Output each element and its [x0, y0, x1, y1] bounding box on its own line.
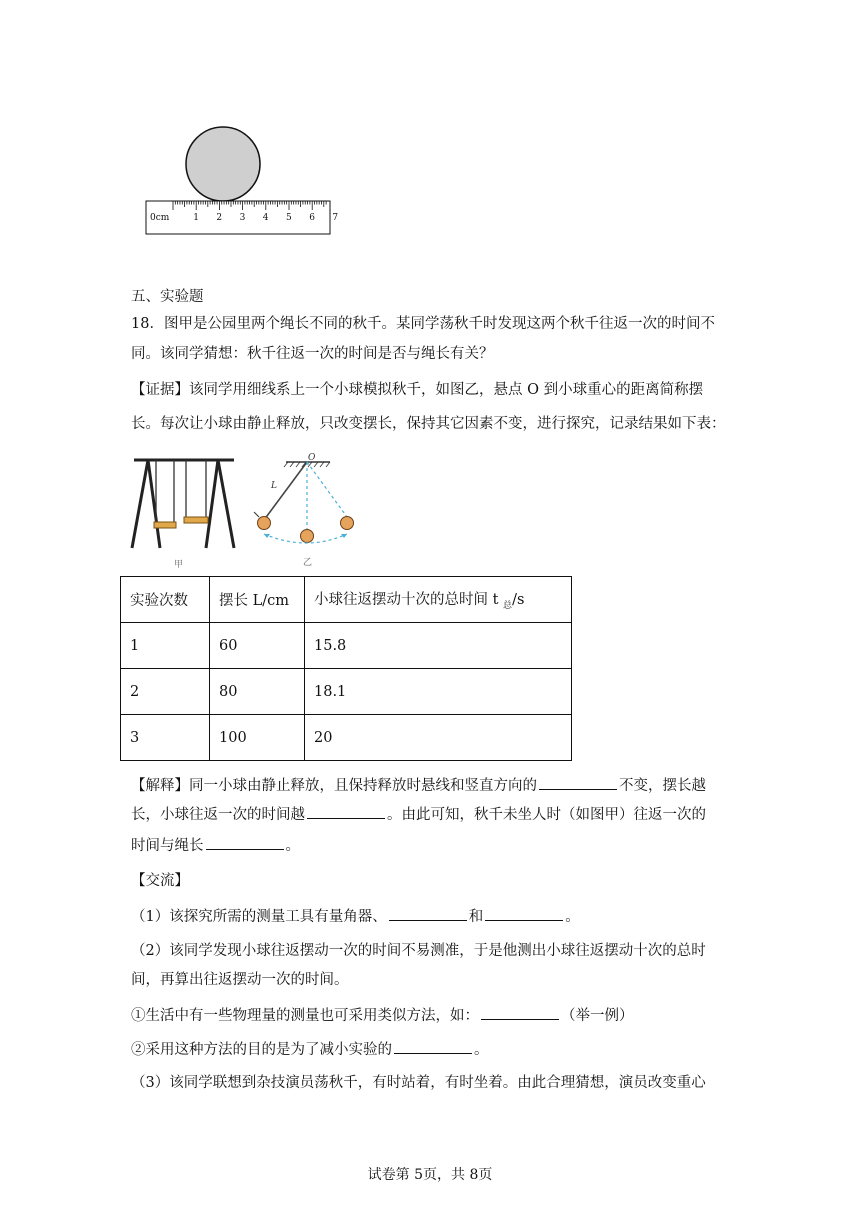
answer-blank-1[interactable] — [539, 775, 617, 790]
circle-object — [186, 127, 260, 201]
page-footer: 试卷第 5页，共 8页 — [367, 1167, 493, 1183]
ruler-body — [146, 201, 330, 234]
ruler-tick-label: 6 — [309, 213, 315, 223]
ruler-tick-label: 2 — [216, 213, 223, 223]
cell-trial-3: 3 — [121, 715, 210, 761]
label-yi: 乙 — [303, 558, 313, 568]
exchange-q2-2: ②采用这种方法的目的是为了减小实验的 。 — [131, 1039, 489, 1060]
cell-trial-1: 1 — [121, 623, 210, 669]
exchange-q2-line-1: （2）该同学发现小球往返摆动一次的时间不易测准，于是他测出小球往返摆动十次的总时 — [131, 943, 706, 959]
ruler-tick-label: 5 — [286, 213, 292, 223]
answer-blank-7[interactable] — [394, 1039, 472, 1054]
cell-time-3: 20 — [305, 715, 572, 761]
ruler-figure — [140, 125, 339, 240]
table-row — [121, 669, 572, 715]
swing-figure — [128, 452, 240, 572]
cell-time-1: 15.8 — [305, 623, 572, 669]
explain-line-1: 【解释】同一小球由静止释放，且保持释放时悬线和竖直方向的 不变，摆长越 — [131, 775, 706, 796]
table-row — [121, 715, 572, 761]
answer-blank-6[interactable] — [481, 1005, 559, 1020]
table-row — [121, 623, 572, 669]
ruler-tick-label: 7 — [332, 213, 339, 223]
header-trial: 实验次数 — [121, 577, 210, 623]
cell-length-1: 60 — [210, 623, 305, 669]
label-L: L — [271, 481, 277, 491]
answer-blank-3[interactable] — [206, 835, 284, 850]
evidence-line-1: 【证据】该同学用细线系上一个小球模拟秋千，如图乙，悬点 O 到小球重心的距离简称摆 — [131, 382, 704, 398]
label-O: O — [308, 453, 316, 463]
ruler-tick-label: 1 — [193, 213, 199, 223]
exchange-q2-line-2: 间，再算出往返摆动一次的时间。 — [131, 972, 349, 988]
ruler-tick-label: 3 — [239, 213, 246, 223]
question-line-1: 18．图甲是公园里两个绳长不同的秋千。某同学荡秋千时发现这两个秋千往返一次的时间不 — [131, 316, 715, 332]
ruler-unit-label: 0cm — [150, 213, 170, 223]
section-title: 五、实验题 — [131, 289, 204, 305]
exchange-q1: （1）该探究所需的测量工具有量角器、 和 。 — [131, 906, 580, 927]
header-length: 摆长 L/cm — [210, 577, 305, 623]
ruler-tick-label: 4 — [262, 213, 269, 223]
cell-time-2: 18.1 — [305, 669, 572, 715]
cell-length-3: 100 — [210, 715, 305, 761]
exchange-q2-1: ①生活中有一些物理量的测量也可采用类似方法，如： （举一例） — [131, 1005, 634, 1026]
label-jia: 甲 — [174, 560, 184, 570]
answer-blank-5[interactable] — [485, 906, 563, 921]
explain-line-3: 时间与绳长 。 — [131, 835, 300, 856]
answer-blank-4[interactable] — [389, 906, 467, 921]
cell-trial-2: 2 — [121, 669, 210, 715]
question-line-2: 同。该同学猜想：秋千往返一次的时间是否与绳长有关？ — [131, 346, 494, 362]
exchange-q3: （3）该同学联想到杂技演员荡秋千，有时站着，有时坐着。由此合理猜想，演员改变重心 — [131, 1075, 706, 1091]
answer-blank-2[interactable] — [307, 804, 385, 819]
table-header-row — [121, 577, 572, 623]
header-time: 小球往返摆动十次的总时间 t $_总$/s — [305, 577, 572, 623]
results-table — [120, 576, 572, 761]
cell-length-2: 80 — [210, 669, 305, 715]
pendulum-figure — [250, 450, 365, 572]
explain-line-2: 长，小球往返一次的时间越 。由此可知，秋千未坐人时（如图甲）往返一次的 — [131, 804, 706, 825]
evidence-line-2: 长。每次让小球由静止释放，只改变摆长，保持其它因素不变，进行探究，记录结果如下表： — [131, 416, 726, 432]
exchange-title: 【交流】 — [131, 873, 189, 889]
